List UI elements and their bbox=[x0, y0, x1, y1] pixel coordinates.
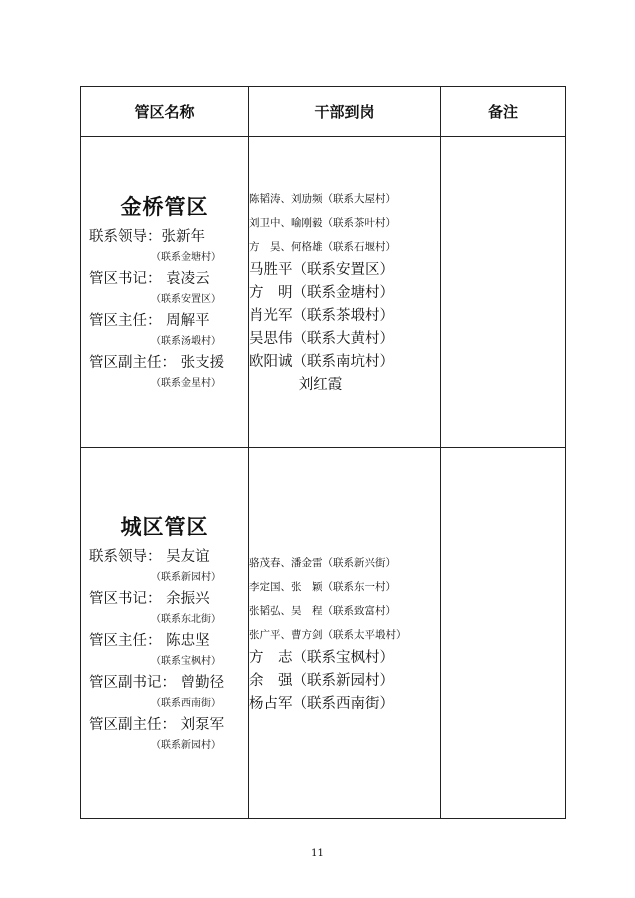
assignment-table bbox=[80, 86, 566, 819]
table-row bbox=[81, 448, 566, 819]
header-remarks: 备注 bbox=[441, 87, 566, 137]
cadre-pair-line: 陈韬涛、刘劢频（联系大屋村） bbox=[249, 193, 396, 205]
role-line: 管区书记： 余振兴 bbox=[89, 591, 210, 607]
role-line: 管区副主任： 张支援 bbox=[89, 355, 225, 371]
cadre-line: 肖光军（联系茶塅村） bbox=[249, 308, 394, 324]
cadre-line: 杨占军（联系西南街） bbox=[249, 695, 394, 712]
cadre-pair-line: 李定国、张 颖（联系东一村） bbox=[249, 580, 396, 593]
cadre-line: 欧阳诚（联系南坑村） bbox=[249, 354, 394, 370]
cadres-cell bbox=[249, 137, 441, 448]
role-note: （联系金塘村） bbox=[151, 252, 221, 263]
remarks-cell bbox=[441, 448, 566, 819]
cadre-pair-line: 张广平、曹方剑（联系太平塅村） bbox=[249, 628, 407, 641]
role-note: （联系西南街） bbox=[151, 698, 221, 709]
role-note: （联系金星村） bbox=[151, 378, 221, 389]
area-cell bbox=[81, 448, 249, 819]
header-cadres: 干部到岗 bbox=[249, 87, 441, 137]
role-line: 管区副书记： 曾勤径 bbox=[89, 675, 225, 691]
area-cell bbox=[81, 137, 249, 448]
role-line: 管区主任： 陈忠坚 bbox=[89, 633, 210, 649]
header-row bbox=[81, 87, 566, 137]
cadre-extra: 刘红霞 bbox=[298, 377, 343, 393]
role-line: 联系领导： 吴友谊 bbox=[89, 549, 210, 565]
remarks-cell bbox=[441, 137, 566, 448]
page-number: 11 bbox=[311, 848, 324, 859]
header-area-name: 管区名称 bbox=[81, 87, 249, 137]
role-note: （联系新园村） bbox=[151, 740, 221, 751]
cadre-pair-line: 刘卫中、喻刚毅（联系茶叶村） bbox=[249, 217, 396, 229]
role-note: （联系汤塅村） bbox=[151, 336, 221, 347]
role-note: （联系东北街） bbox=[151, 614, 221, 625]
role-line: 联系领导：张新年 bbox=[89, 229, 205, 245]
area-title: 城区管区 bbox=[120, 514, 209, 539]
role-note: （联系安置区） bbox=[151, 294, 221, 305]
role-line: 管区主任： 周解平 bbox=[89, 313, 210, 329]
cadre-line: 方 志（联系宝枫村） bbox=[249, 649, 394, 666]
role-line: 管区副主任： 刘泵军 bbox=[89, 717, 225, 733]
area-title: 金桥管区 bbox=[120, 194, 209, 219]
cadre-line: 马胜平（联系安置区） bbox=[249, 262, 394, 278]
cadre-pair-line: 张韬弘、吴 程（联系致富村） bbox=[249, 604, 396, 617]
cadres-cell bbox=[249, 448, 441, 819]
cadre-line: 余 强（联系新园村） bbox=[249, 672, 394, 689]
table-row bbox=[81, 137, 566, 448]
role-note: （联系新园村） bbox=[151, 572, 221, 583]
cadre-pair-line: 方 昊、何格雄（联系石堰村） bbox=[249, 241, 396, 253]
role-note: （联系宝枫村） bbox=[151, 656, 221, 667]
cadre-pair-line: 骆茂春、潘金雷（联系新兴街） bbox=[249, 556, 396, 569]
role-line: 管区书记： 袁凌云 bbox=[89, 271, 210, 287]
cadre-line: 方 明（联系金塘村） bbox=[249, 285, 394, 301]
cadre-line: 吴思伟（联系大黄村） bbox=[249, 331, 394, 347]
